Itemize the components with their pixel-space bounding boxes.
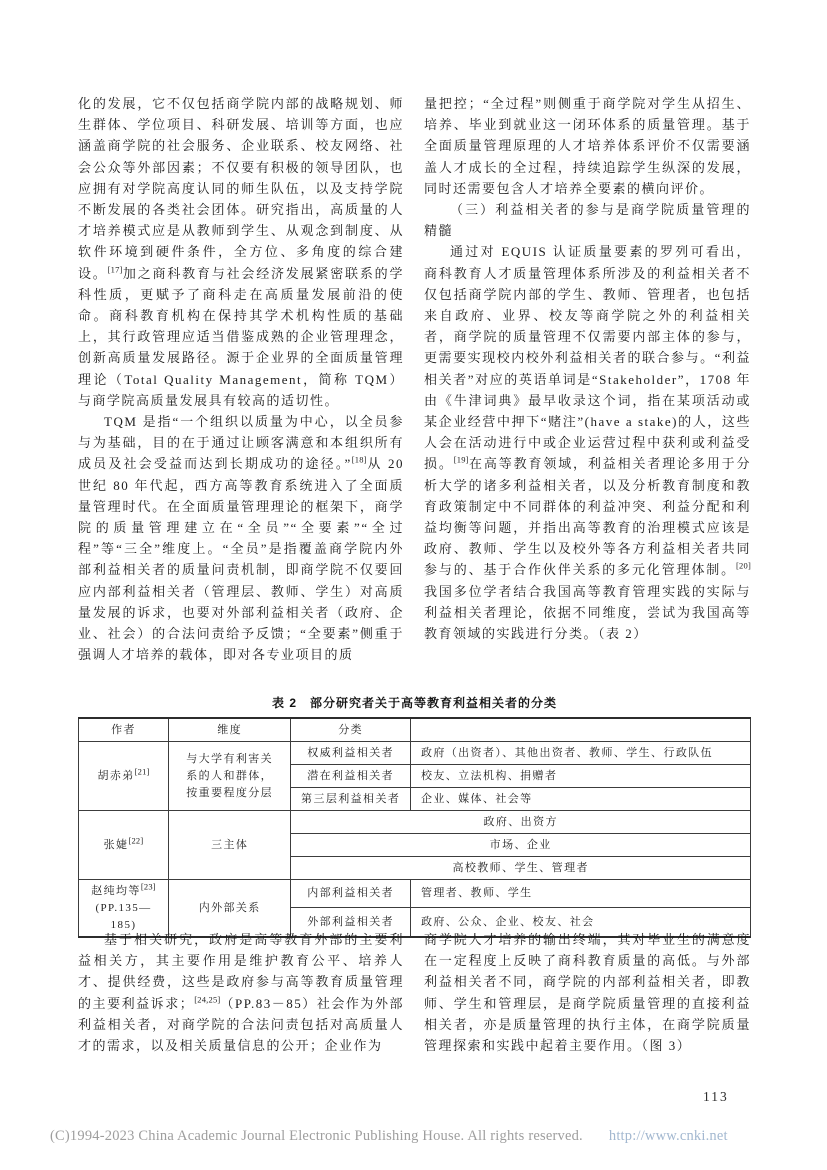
category-cell: 第三层利益相关者 <box>291 788 411 811</box>
paragraph: 化的发展，它不仅包括商学院内部的战略规划、师生群体、学位项目、科研发展、培训等方面，也应涵盖商学院的社会服务、企业联系、校友网络、社会公众等外部因素；不仅要有积极的领导团队，也应拥有对学院高度认同的师生队伍，以及支持学院不断发展的各类社会团体。研究指出，高质量的人才培养模式应是从教师到学生、从观念到制度、从软件环境到硬件条件，全方位、多角度的综合建设。[17]加之商科教育与社会经济发展紧密联系的学科性质，更赋予了商科走在高质量发展前沿的使命。商科教育机构在保持其学术机构性质的基础上，其行政管理应适当借鉴成熟的企业管理理念，创新高质量发展路径。源于企业界的全面质量管理理论（Total Quality Management，简称 TQM）与商学院高质量发展具有较高的适切性。 <box>78 96 404 408</box>
category-cell: 潜在利益相关者 <box>291 765 411 788</box>
section-heading: （三）利益相关者的参与是商学院质量管理的精髓 <box>424 202 751 239</box>
merged-members-cell: 政府、出资方 <box>291 811 751 834</box>
members-cell: 政府、公众、企业、校友、社会 <box>410 908 750 937</box>
table-header-row <box>79 718 751 742</box>
body-text-left-column <box>78 93 404 665</box>
paragraph: 量把控；“全过程”则侧重于商学院对学生从招生、培养、毕业到就业这一闭环体系的质量管理。基于全面质量管理原理的人才培养体系评价不仅需要涵盖人才成长的全过程，持续追踪学生纵深的发展，同时还需要包含人才培养全要素的横向评价。 <box>424 96 751 196</box>
merged-members-cell: 市场、企业 <box>291 834 751 857</box>
category-cell: 外部利益相关者 <box>291 908 411 937</box>
paragraph: 通过对 EQUIS 认证质量要素的罗列可看出，商科教育人才质量管理体系所涉及的利益相关者不仅包括商学院内部的学生、教师、管理者，也包括来自政府、业界、校友等商学院之外的利益相关者，商学院的质量管理不仅需要内部主体的参与，更需要实现校内校外利益相关者的联合参与。“利益相关者”对应的英语单词是“Stakeholder”，1708 年由《牛津词典》最早收录这个词，指在某项活动或某企业经营中押下“赌注”(have a stake)的人，这些人会在活动进行中或企业运营过程中获利或利益受损。[19]在高等教育领域，利益相关者理论多用于分析大学的诸多利益相关者，以及分析教育制度和教育政策制定中不同群体的利益冲突、利益分配和利益均衡等问题，并指出高等教育的治理模式应该是政府、教师、学生以及校外等各方利益相关者共同参与的、基于合作伙伴关系的多元化管理体制。[20]我国多位学者结合我国高等教育管理实践的实际与利益相关者理论，依据不同维度，尝试为我国高等教育领域的实践进行分类。（表 2） <box>424 244 751 642</box>
footer-copyright: (C)1994-2023 China Academic Journal Electronic Publishing House. All rights reserved. <box>50 1128 583 1144</box>
members-cell: 管理者、教师、学生 <box>410 880 750 908</box>
category-cell: 权威利益相关者 <box>291 742 411 765</box>
footer-url: http://www.cnki.net <box>608 1128 728 1144</box>
column-header-blank <box>410 718 750 742</box>
author-cell: 张婕[22] <box>79 811 169 880</box>
members-cell: 政府（出资者）、其他出资者、教师、学生、行政队伍 <box>410 742 750 765</box>
author-cell: 赵纯均等[23] (PP.135—185) <box>79 880 169 938</box>
page-number: 113 <box>703 1089 729 1104</box>
dimension-cell: 三主体 <box>169 811 291 880</box>
bottom-text-right-column <box>424 929 751 1056</box>
members-cell: 企业、媒体、社会等 <box>410 788 750 811</box>
members-cell: 校友、立法机构、捐赠者 <box>410 765 750 788</box>
column-header-dimension: 维度 <box>169 718 291 742</box>
stakeholder-classification-table <box>78 717 751 938</box>
dimension-cell: 内外部关系 <box>169 880 291 938</box>
body-text-right-column <box>424 93 751 644</box>
paragraph: 基于相关研究，政府是高等教育外部的主要利益相关方，其主要作用是维护教育公平、培养人才、提供经费，这些是政府参与高等教育质量管理的主要利益诉求；[24,25]（PP.83－85）社会作为外部利益相关者，对商学院的合法问责包括对高质量人才的需求，以及相关质量信息的公开；企业作为 <box>78 932 404 1054</box>
table-row <box>79 742 751 765</box>
table-caption: 表 2 部分研究者关于高等教育利益相关者的分类 <box>271 696 557 710</box>
dimension-cell: 与大学有利害关系的人和群体，按重要程度分层 <box>169 742 291 811</box>
column-header-author: 作者 <box>79 718 169 742</box>
paragraph: 商学院人才培养的输出终端，其对毕业生的满意度在一定程度上反映了商科教育质量的高低。与外部利益相关者不同，商学院的内部利益相关者，即教师、学生和管理层，是商学院质量管理的直接利益相关者，亦是质量管理的执行主体，在商学院质量管理探索和实践中起着主要作用。（图 3） <box>424 932 751 1054</box>
author-cell: 胡赤弟[21] <box>79 742 169 811</box>
merged-members-cell: 高校教师、学生、管理者 <box>291 857 751 880</box>
table-row <box>79 880 751 908</box>
table-row <box>79 811 751 834</box>
footer <box>50 1128 810 1145</box>
table-block <box>78 694 751 938</box>
column-header-classification: 分类 <box>291 718 411 742</box>
bottom-text-left-column <box>78 929 404 1056</box>
paragraph: TQM 是指“一个组织以质量为中心，以全员参与为基础，目的在于通过让顾客满意和本组织所有成员及社会受益而达到长期成功的途径。”[18]从 20 世纪 80 年代起，西方高等教育系统进入了全面质量管理时代。在全面质量管理理论的框架下，商学院的质量管理建立在“全员”“全要素”“全过程”等“三全”维度上。“全员”是指覆盖商学院内外部利益相关者的质量问责机制，即商学院不仅要回应内部利益相关者（管理层、教师、学生）对高质量发展的诉求，也要对外部利益相关者（政府、企业、社会）的合法问责给予反馈；“全要素”侧重于强调人才培养的载体，即对各专业项目的质 <box>78 414 404 663</box>
category-cell: 内部利益相关者 <box>291 880 411 908</box>
